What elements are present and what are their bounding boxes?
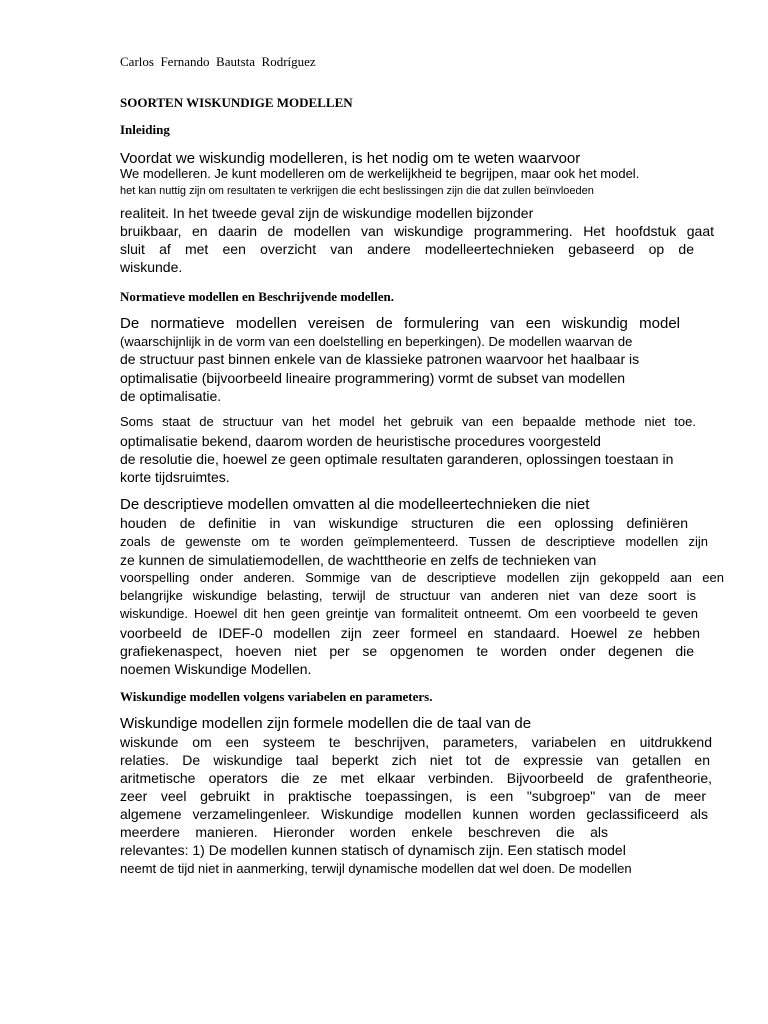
paragraph-line: de structuur past binnen enkele van de klassieke patronen waarvoor het haalbaar is xyxy=(120,351,640,367)
paragraph-line: voorbeeld de IDEF-0 modellen zijn zeer formeel en standaard. Hoewel ze hebben xyxy=(120,625,700,641)
paragraph-line: ze kunnen de simulatiemodellen, de wachttheorie en zelfs de technieken van xyxy=(120,552,597,568)
document-title: SOORTEN WISKUNDIGE MODELLEN xyxy=(120,95,353,110)
paragraph-line: relevantes: 1) De modellen kunnen statisch of dynamisch zijn. Een statisch model xyxy=(120,842,626,858)
paragraph-line: noemen Wiskundige Modellen. xyxy=(120,661,312,677)
paragraph-line: grafiekenaspect, hoeven niet per se opgenomen te worden onder degenen die xyxy=(120,643,694,659)
paragraph-line: Wiskundige modellen zijn formele modellen die de taal van de xyxy=(120,715,532,732)
paragraph-line: de resolutie die, hoewel ze geen optimale resultaten garanderen, oplossingen toestaan in xyxy=(120,451,674,467)
paragraph-line: voorspelling onder anderen. Sommige van de descriptieve modellen zijn gekoppeld aan een xyxy=(120,570,724,585)
section-heading-inleiding: Inleiding xyxy=(120,122,170,137)
paragraph-line: aritmetische operators die ze met elkaar verbinden. Bijvoorbeeld de grafentheorie, xyxy=(120,770,712,786)
paragraph-line: meerdere manieren. Hieronder worden enkele beschreven die als xyxy=(120,824,608,840)
paragraph-line: belangrijke wiskundige belasting, terwijl de structuur van anderen niet van deze soort is xyxy=(120,588,696,603)
paragraph-line: de optimalisatie. xyxy=(120,388,222,404)
paragraph-line: De normatieve modellen vereisen de formulering van een wiskundig model xyxy=(120,315,680,332)
paragraph-line: zoals de gewenste om te worden geïmplementeerd. Tussen de descriptieve modellen zijn xyxy=(120,534,708,549)
paragraph-line: optimalisatie (bijvoorbeeld lineaire programmering) vormt de subset van modellen xyxy=(120,370,626,386)
paragraph-line: bruikbaar, en daarin de modellen van wiskundige programmering. Het hoofdstuk gaat xyxy=(120,223,714,239)
paragraph-line: Soms staat de structuur van het model het gebruik van een bepaalde methode niet toe. xyxy=(120,414,696,429)
paragraph-line: sluit af met een overzicht van andere modelleertechnieken gebaseerd op de xyxy=(120,241,694,257)
paragraph-line: wiskunde om een systeem te beschrijven, parameters, variabelen en uitdrukkend xyxy=(120,734,712,750)
paragraph-line: relaties. De wiskundige taal beperkt zich niet tot de expressie van getallen en xyxy=(120,752,710,768)
paragraph-line: Voordat we wiskundig modelleren, is het nodig om te weten waarvoor xyxy=(120,150,581,167)
paragraph-line: optimalisatie bekend, daarom worden de heuristische procedures voorgesteld xyxy=(120,433,601,449)
paragraph-line: wiskunde. xyxy=(120,259,183,275)
section-heading-wiskundige: Wiskundige modellen volgens variabelen en parameters. xyxy=(120,689,433,704)
paragraph-line: wiskundige. Hoewel dit hen geen greintje van formaliteit ontneemt. Om een voorbeeld te geven xyxy=(120,606,698,621)
paragraph-line: zeer veel gebruikt in praktische toepassingen, is een "subgroep" van de meer xyxy=(120,788,706,804)
paragraph-line: (waarschijnlijk in de vorm van een doelstelling en beperkingen). De modellen waarvan de xyxy=(120,334,633,349)
paragraph-line: het kan nuttig zijn om resultaten te verkrijgen die echt beslissingen zijn die dat zullen beïnvloeden xyxy=(120,185,594,197)
paragraph-line: algemene verzamelingenleer. Wiskundige modellen kunnen worden geclassificeerd als xyxy=(120,806,708,822)
paragraph-line: realiteit. In het tweede geval zijn de wiskundige modellen bijzonder xyxy=(120,205,534,221)
paragraph-line: We modelleren. Je kunt modelleren om de werkelijkheid te begrijpen, maar ook het model. xyxy=(120,166,640,181)
author-name: Carlos Fernando Bautsta Rodríguez xyxy=(120,54,316,69)
section-heading-normatieve: Normatieve modellen en Beschrijvende modellen. xyxy=(120,289,395,304)
paragraph-line: De descriptieve modellen omvatten al die modelleertechnieken die niet xyxy=(120,496,590,513)
paragraph-line: neemt de tijd niet in aanmerking, terwijl dynamische modellen dat wel doen. De modellen xyxy=(120,861,632,876)
paragraph-line: houden de definitie in van wiskundige structuren die een oplossing definiëren xyxy=(120,515,688,531)
paragraph-line: korte tijdsruimtes. xyxy=(120,469,230,485)
